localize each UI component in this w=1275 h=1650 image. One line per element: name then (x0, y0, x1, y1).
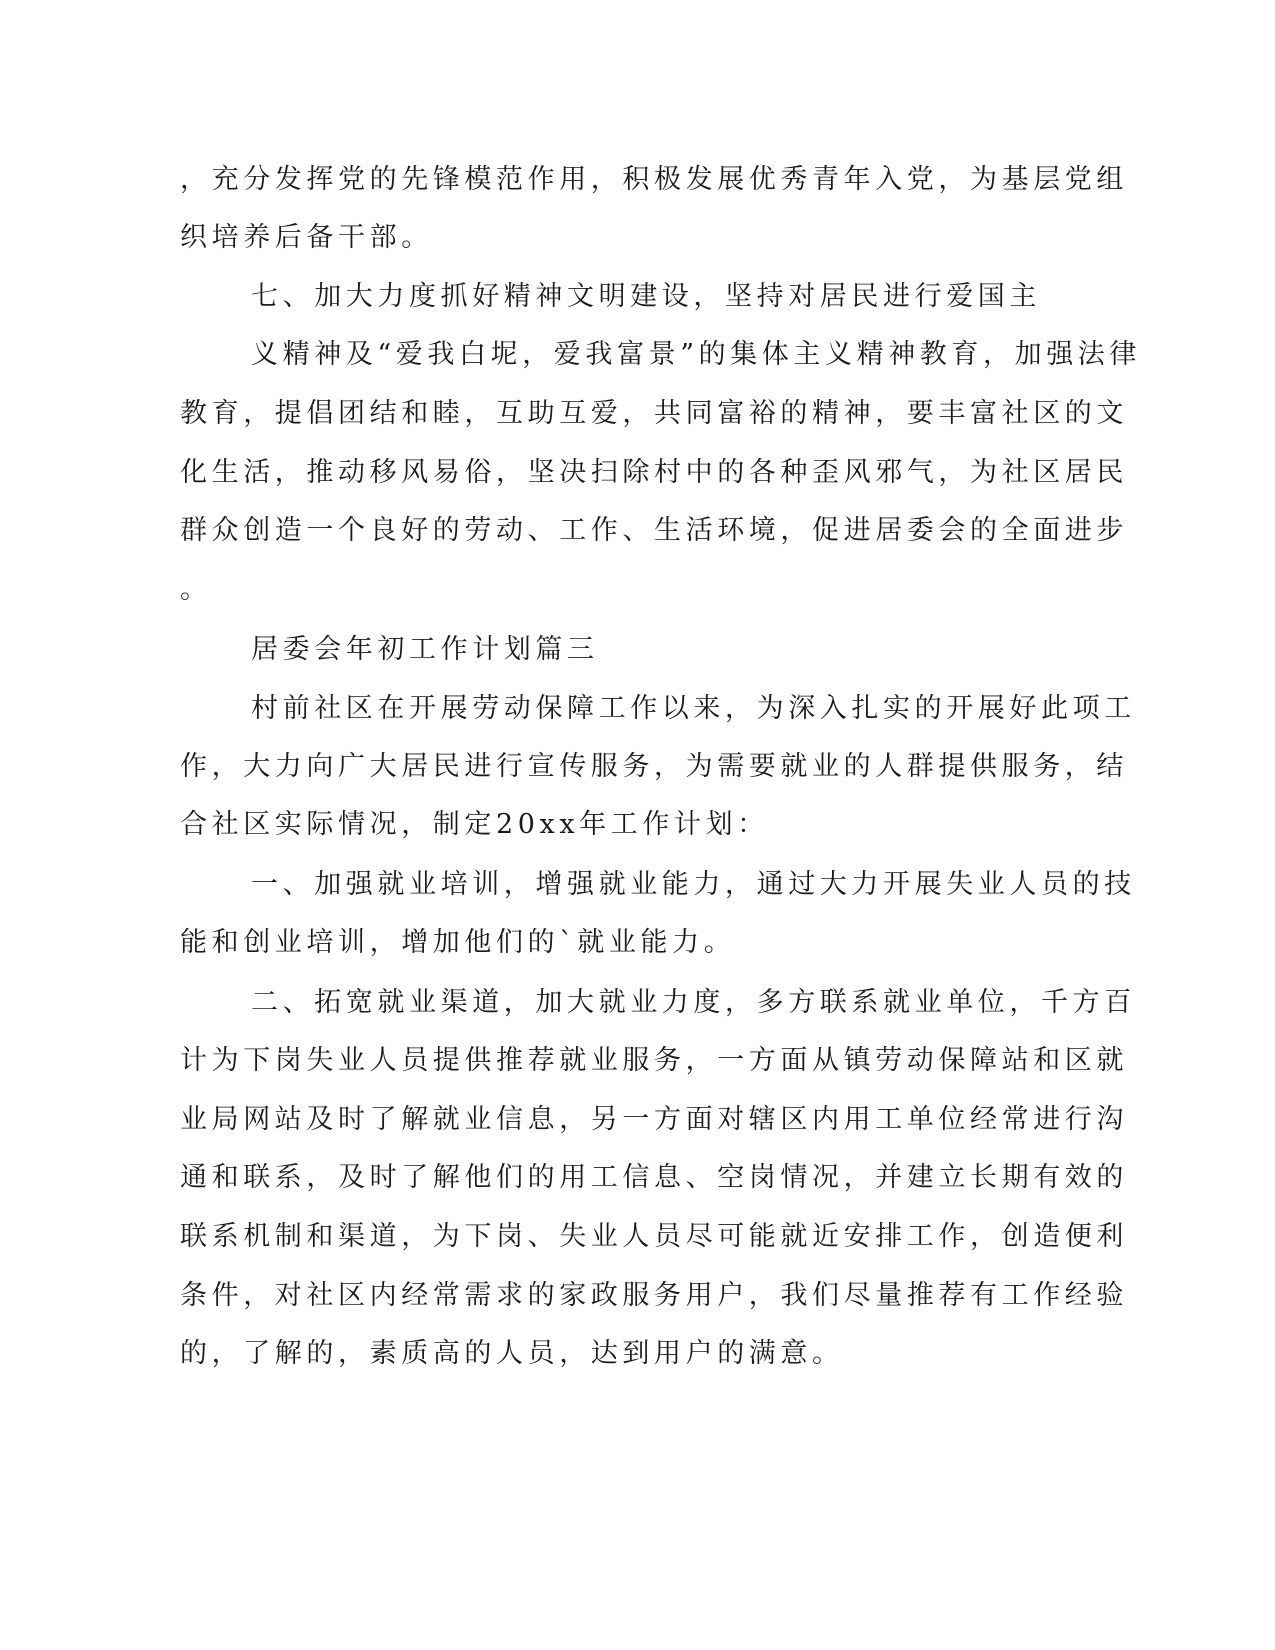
text-line (0, 1334, 1275, 1374)
text-line-content: 能和创业培训，增加他们的`就业能力。 (180, 927, 736, 958)
text-line (0, 1276, 1275, 1316)
text-line-content: 织培养后备干部。 (180, 222, 433, 253)
text-line (0, 865, 1275, 905)
text-line-content: 。 (180, 574, 212, 605)
text-line-content: 二、拓宽就业渠道，加大就业力度，多方联系就业单位，千方百 (251, 987, 1136, 1018)
text-line (0, 983, 1275, 1023)
text-line-content: 作，大力向广大居民进行宣传服务，为需要就业的人群提供服务，结 (180, 751, 1128, 782)
text-line (0, 747, 1275, 787)
text-line-content: 条件，对社区内经常需求的家政服务用户，我们尽量推荐有工作经验 (180, 1280, 1128, 1311)
text-line (0, 511, 1275, 551)
text-line-content: 七、加大力度抓好精神文明建设，坚持对居民进行爱国主 (251, 281, 1041, 312)
text-line-content: 群众创造一个良好的劳动、工作、生活环境，促进居委会的全面进步 (180, 515, 1128, 546)
section-heading-text: 居委会年初工作计划篇三 (251, 634, 599, 665)
text-line (0, 453, 1275, 493)
text-line (0, 689, 1275, 729)
text-line-content: 合社区实际情况，制定20xx年工作计划： (180, 809, 769, 840)
text-line-content: 通和联系，及时了解他们的用工信息、空岗情况，并建立长期有效的 (180, 1162, 1128, 1193)
text-line-content: 的，了解的，素质高的人员，达到用户的满意。 (180, 1338, 844, 1369)
text-line (0, 335, 1275, 375)
text-line (0, 1158, 1275, 1198)
text-line (0, 570, 1275, 610)
text-line (0, 277, 1275, 317)
section-heading (0, 630, 1275, 670)
text-line-content: 教育，提倡团结和睦，互助互爱，共同富裕的精神，要丰富社区的文 (180, 398, 1128, 429)
text-line-content: 业局网站及时了解就业信息，另一方面对辖区内用工单位经常进行沟 (180, 1104, 1128, 1135)
text-line (0, 923, 1275, 963)
text-line-content: 一、加强就业培训，增强就业能力，通过大力开展失业人员的技 (251, 869, 1136, 900)
text-line-content: 化生活，推动移风易俗，坚决扫除村中的各种歪风邪气，为社区居民 (180, 457, 1128, 488)
text-line (0, 394, 1275, 434)
text-line (0, 805, 1275, 845)
text-line (0, 1217, 1275, 1257)
text-line (0, 1041, 1275, 1081)
text-line-content: 计为下岗失业人员提供推荐就业服务，一方面从镇劳动保障站和区就 (180, 1045, 1128, 1076)
text-line (0, 1100, 1275, 1140)
text-line-content: 义精神及“爱我白坭，爱我富景”的集体主义精神教育，加强法律 (251, 339, 1142, 370)
text-line (0, 218, 1275, 258)
text-line-content: 联系机制和渠道，为下岗、失业人员尽可能就近安排工作，创造便利 (180, 1221, 1128, 1252)
text-line-content: ，充分发挥党的先锋模范作用，积极发展优秀青年入党，为基层党组 (180, 164, 1128, 195)
text-line-content: 村前社区在开展劳动保障工作以来，为深入扎实的开展好此项工 (251, 693, 1136, 724)
text-line (0, 160, 1275, 200)
